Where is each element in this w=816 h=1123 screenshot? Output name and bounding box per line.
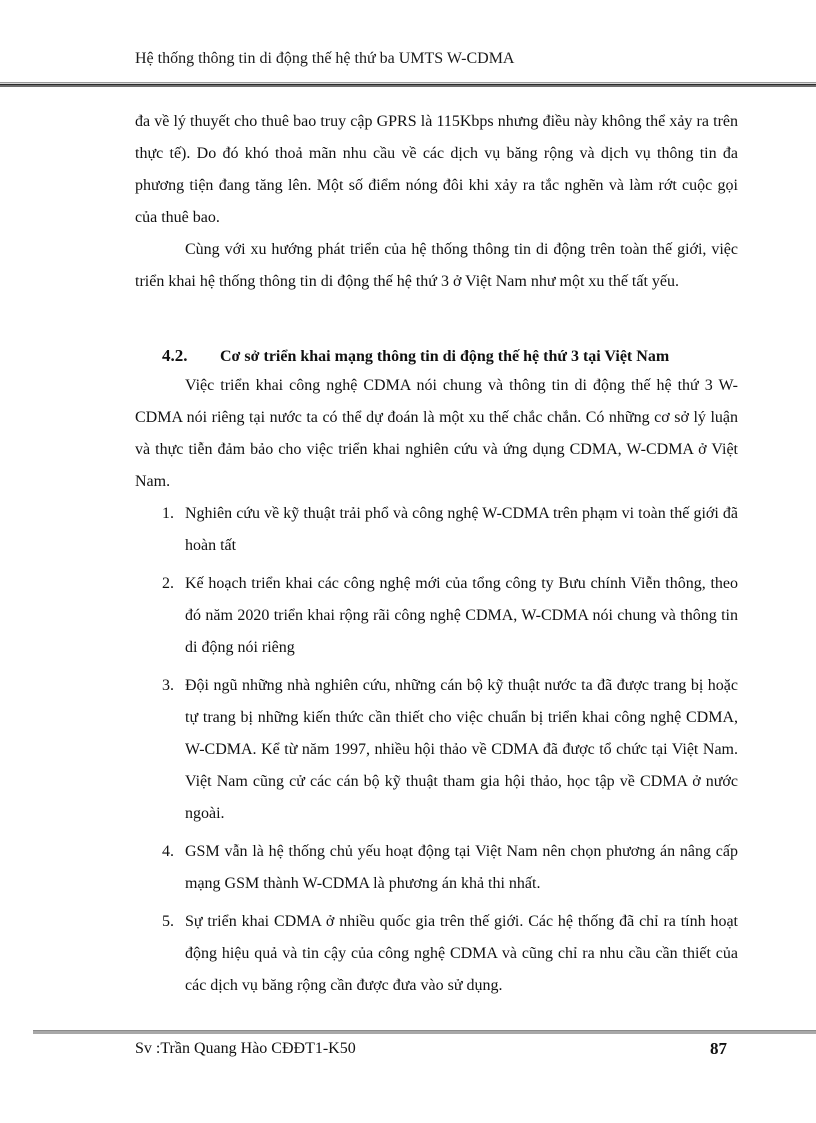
section-spacer bbox=[135, 298, 738, 342]
page-number: 87 bbox=[710, 1039, 727, 1058]
footer-author: Sv :Trần Quang Hào CĐĐT1-K50 bbox=[135, 1040, 356, 1057]
list-number: 1. bbox=[162, 505, 174, 522]
list-item-text: Nghiên cứu về kỹ thuật trải phổ và công nghệ W-CDMA trên phạm vi toàn thế giới đã hoàn tất bbox=[185, 505, 738, 554]
list-item bbox=[135, 498, 738, 562]
list-item bbox=[135, 568, 738, 664]
section-number: 4.2. bbox=[162, 346, 188, 365]
numbered-list bbox=[135, 498, 738, 1002]
list-item bbox=[135, 836, 738, 900]
list-item-text: Đội ngũ những nhà nghiên cứu, những cán bộ kỹ thuật nước ta đã được trang bị hoặc tự trang bị những kiến thức cần thiết cho việc chuẩn bị triển khai công nghệ CDMA, W-CDMA. Kể từ năm 1997, nhiều hội thảo về CDMA đã được tổ chức tại Việt Nam. Việt Nam cũng cử các cán bộ kỹ thuật tham gia hội thảo, học tập về CDMA ở nước ngoài. bbox=[185, 677, 738, 822]
list-number: 5. bbox=[162, 913, 174, 930]
body-paragraph: Cùng với xu hướng phát triển của hệ thống thông tin di động trên toàn thế giới, việc triển khai hệ thống thông tin di động thế hệ thứ 3 ở Việt Nam như một xu thế tất yếu. bbox=[135, 241, 738, 290]
list-item-text: Sự triển khai CDMA ở nhiều quốc gia trên thế giới. Các hệ thống đã chỉ ra tính hoạt động hiệu quả và tin cậy của công nghệ CDMA và cũng chỉ ra nhu cầu cần thiết của các dịch vụ băng rộng cần được đưa vào sử dụng. bbox=[185, 913, 738, 994]
list-number: 3. bbox=[162, 677, 174, 694]
list-item-text: Kế hoạch triển khai các công nghệ mới của tổng công ty Bưu chính Viễn thông, theo đó năm 2020 triển khai rộng rãi công nghệ CDMA, W-CDMA nói chung và thông tin di động nói riêng bbox=[185, 575, 738, 656]
list-item bbox=[135, 906, 738, 1002]
header-double-rule bbox=[0, 82, 816, 87]
list-item-text: GSM vẫn là hệ thống chủ yếu hoạt động tại Việt Nam nên chọn phương án nâng cấp mạng GSM thành W-CDMA là phương án khả thi nhất. bbox=[185, 843, 738, 892]
footer-rule bbox=[33, 1030, 816, 1034]
list-number: 2. bbox=[162, 575, 174, 592]
running-header: Hệ thống thông tin di động thế hệ thứ ba UMTS W-CDMA bbox=[135, 50, 515, 67]
body-paragraph: đa về lý thuyết cho thuê bao truy cập GPRS là 115Kbps nhưng điều này không thể xảy ra trên thực tế). Do đó khó thoả mãn nhu cầu về các dịch vụ băng rộng và dịch vụ thông tin đa phương tiện đang tăng lên. Một số điểm nóng đôi khi xảy ra tắc nghẽn và làm rớt cuộc gọi của thuê bao. bbox=[135, 113, 738, 226]
section-intro-paragraph: Việc triển khai công nghệ CDMA nói chung và thông tin di động thế hệ thứ 3 W-CDMA nói riêng tại nước ta có thể dự đoán là một xu thế chắc chắn. Có những cơ sở lý luận và thực tiễn đảm bảo cho việc triển khai nghiên cứu và ứng dụng CDMA, W-CDMA ở Việt Nam. bbox=[135, 377, 738, 490]
section-title: Cơ sở triển khai mạng thông tin di động thế hệ thứ 3 tại Việt Nam bbox=[220, 348, 670, 365]
section-heading bbox=[162, 342, 738, 370]
list-item bbox=[135, 670, 738, 830]
list-number: 4. bbox=[162, 843, 174, 860]
page-body bbox=[135, 106, 738, 1008]
